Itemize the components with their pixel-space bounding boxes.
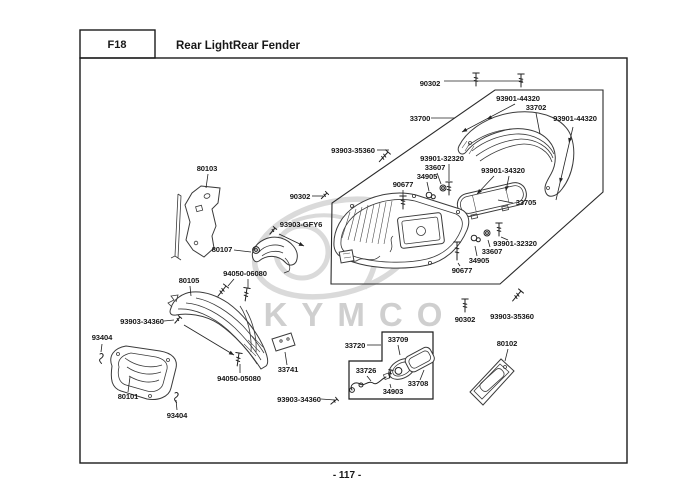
part-80102-drawing [470,359,514,405]
callout-94050-05080: 94050-05080 [217,374,261,383]
callout-90677-lower: 90677 [451,266,473,275]
callout-93901-44320-left: 93901-44320 [496,94,540,103]
callout-80105: 80105 [178,276,200,285]
callout-93903-35360-top: 93903-35360 [331,146,375,155]
callout-80102: 80102 [496,339,518,348]
callout-94050-06080: 94050-06080 [223,269,267,278]
callout-90302-bottom: 90302 [454,315,476,324]
callout-80107: 80107 [211,245,233,254]
part-80105-drawing [168,292,268,369]
section-code: F18 [107,39,127,51]
callout-90302-top: 90302 [419,79,441,88]
callout-93903-gfy6: 93903-GFY6 [279,220,323,229]
callout-90677-upper: 90677 [392,180,414,189]
part-80107-drawing [252,237,297,273]
callout-33607-upper: 33607 [424,163,446,172]
callout-33726: 33726 [355,366,377,375]
callout-93901-32320-upper: 93901-32320 [420,154,464,163]
callout-80103: 80103 [196,164,218,173]
callout-33607-lower: 33607 [481,247,503,256]
callout-93404-upper: 93404 [91,333,113,342]
page-title: Rear LightRear Fender [176,40,300,52]
callout-93901-34320: 93901-34320 [481,166,525,175]
callout-93901-32320-lower: 93901-32320 [493,239,537,248]
callout-33705: 33705 [515,198,537,207]
part-33741-drawing [272,333,295,351]
callout-93901-44320-right: 93901-44320 [553,114,597,123]
callout-34903: 34903 [382,387,404,396]
callout-80101: 80101 [117,392,139,401]
callout-93903-34360-bottom: 93903-34360 [277,395,321,404]
callout-34905-upper: 34905 [416,172,438,181]
callout-33702: 33702 [525,103,547,112]
callout-33741: 33741 [277,365,299,374]
kymco-watermark-text: KYMCO [263,296,457,333]
callout-33709: 33709 [387,335,409,344]
callout-93903-35360-bottom: 93903-35360 [490,312,534,321]
callout-33700: 33700 [409,114,431,123]
callout-93903-34360-left: 93903-34360 [120,317,164,326]
callout-34905-lower: 34905 [468,256,490,265]
callout-33708: 33708 [407,379,429,388]
callout-90302-mid: 90302 [289,192,311,201]
callout-93404-bottom: 93404 [166,411,188,420]
page-number: - 117 - [332,470,362,481]
callout-33720: 33720 [344,341,366,350]
